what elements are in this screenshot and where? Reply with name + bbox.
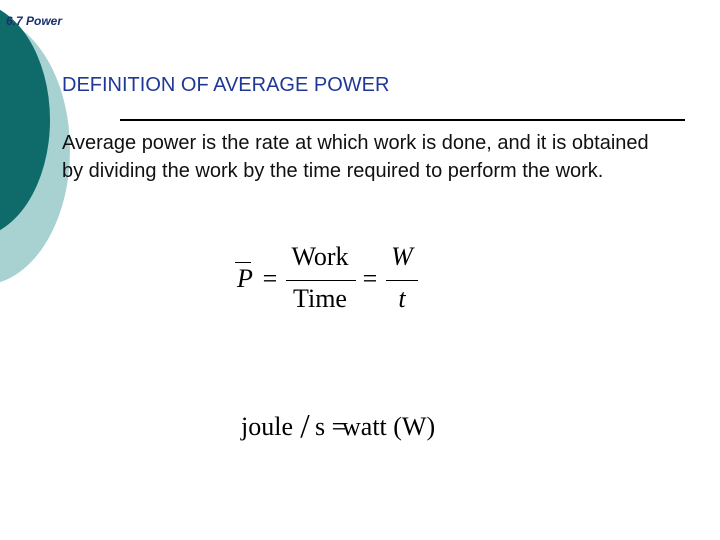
fraction-numerator-work: Work xyxy=(291,242,349,271)
section-tag: 6.7 Power xyxy=(6,14,63,28)
fraction-denominator-t: t xyxy=(398,284,406,313)
unit-equation xyxy=(232,408,472,448)
unit-second: s xyxy=(314,412,326,441)
unit-equals-sign: = xyxy=(331,412,347,441)
fraction-denominator-time: Time xyxy=(293,284,347,313)
title-underline-rule xyxy=(120,119,685,121)
definition-text: Average power is the rate at which work is done, and it is obtained by dividing the work by the time required to perform the work. xyxy=(62,132,649,182)
fraction-bar-1 xyxy=(286,280,356,281)
equals-sign-1: = xyxy=(262,264,278,293)
equals-sign-2: = xyxy=(362,264,378,293)
power-symbol: P xyxy=(237,264,253,293)
slide-title: DEFINITION OF AVERAGE POWER xyxy=(62,74,390,96)
unit-joule: joule xyxy=(241,412,293,441)
unit-watt: watt (W) xyxy=(342,412,436,441)
fraction-bar-2 xyxy=(386,280,418,281)
average-power-equation xyxy=(230,240,430,320)
unit-slash: / xyxy=(300,408,310,445)
average-bar xyxy=(235,262,251,263)
fraction-numerator-w: W xyxy=(391,242,413,271)
